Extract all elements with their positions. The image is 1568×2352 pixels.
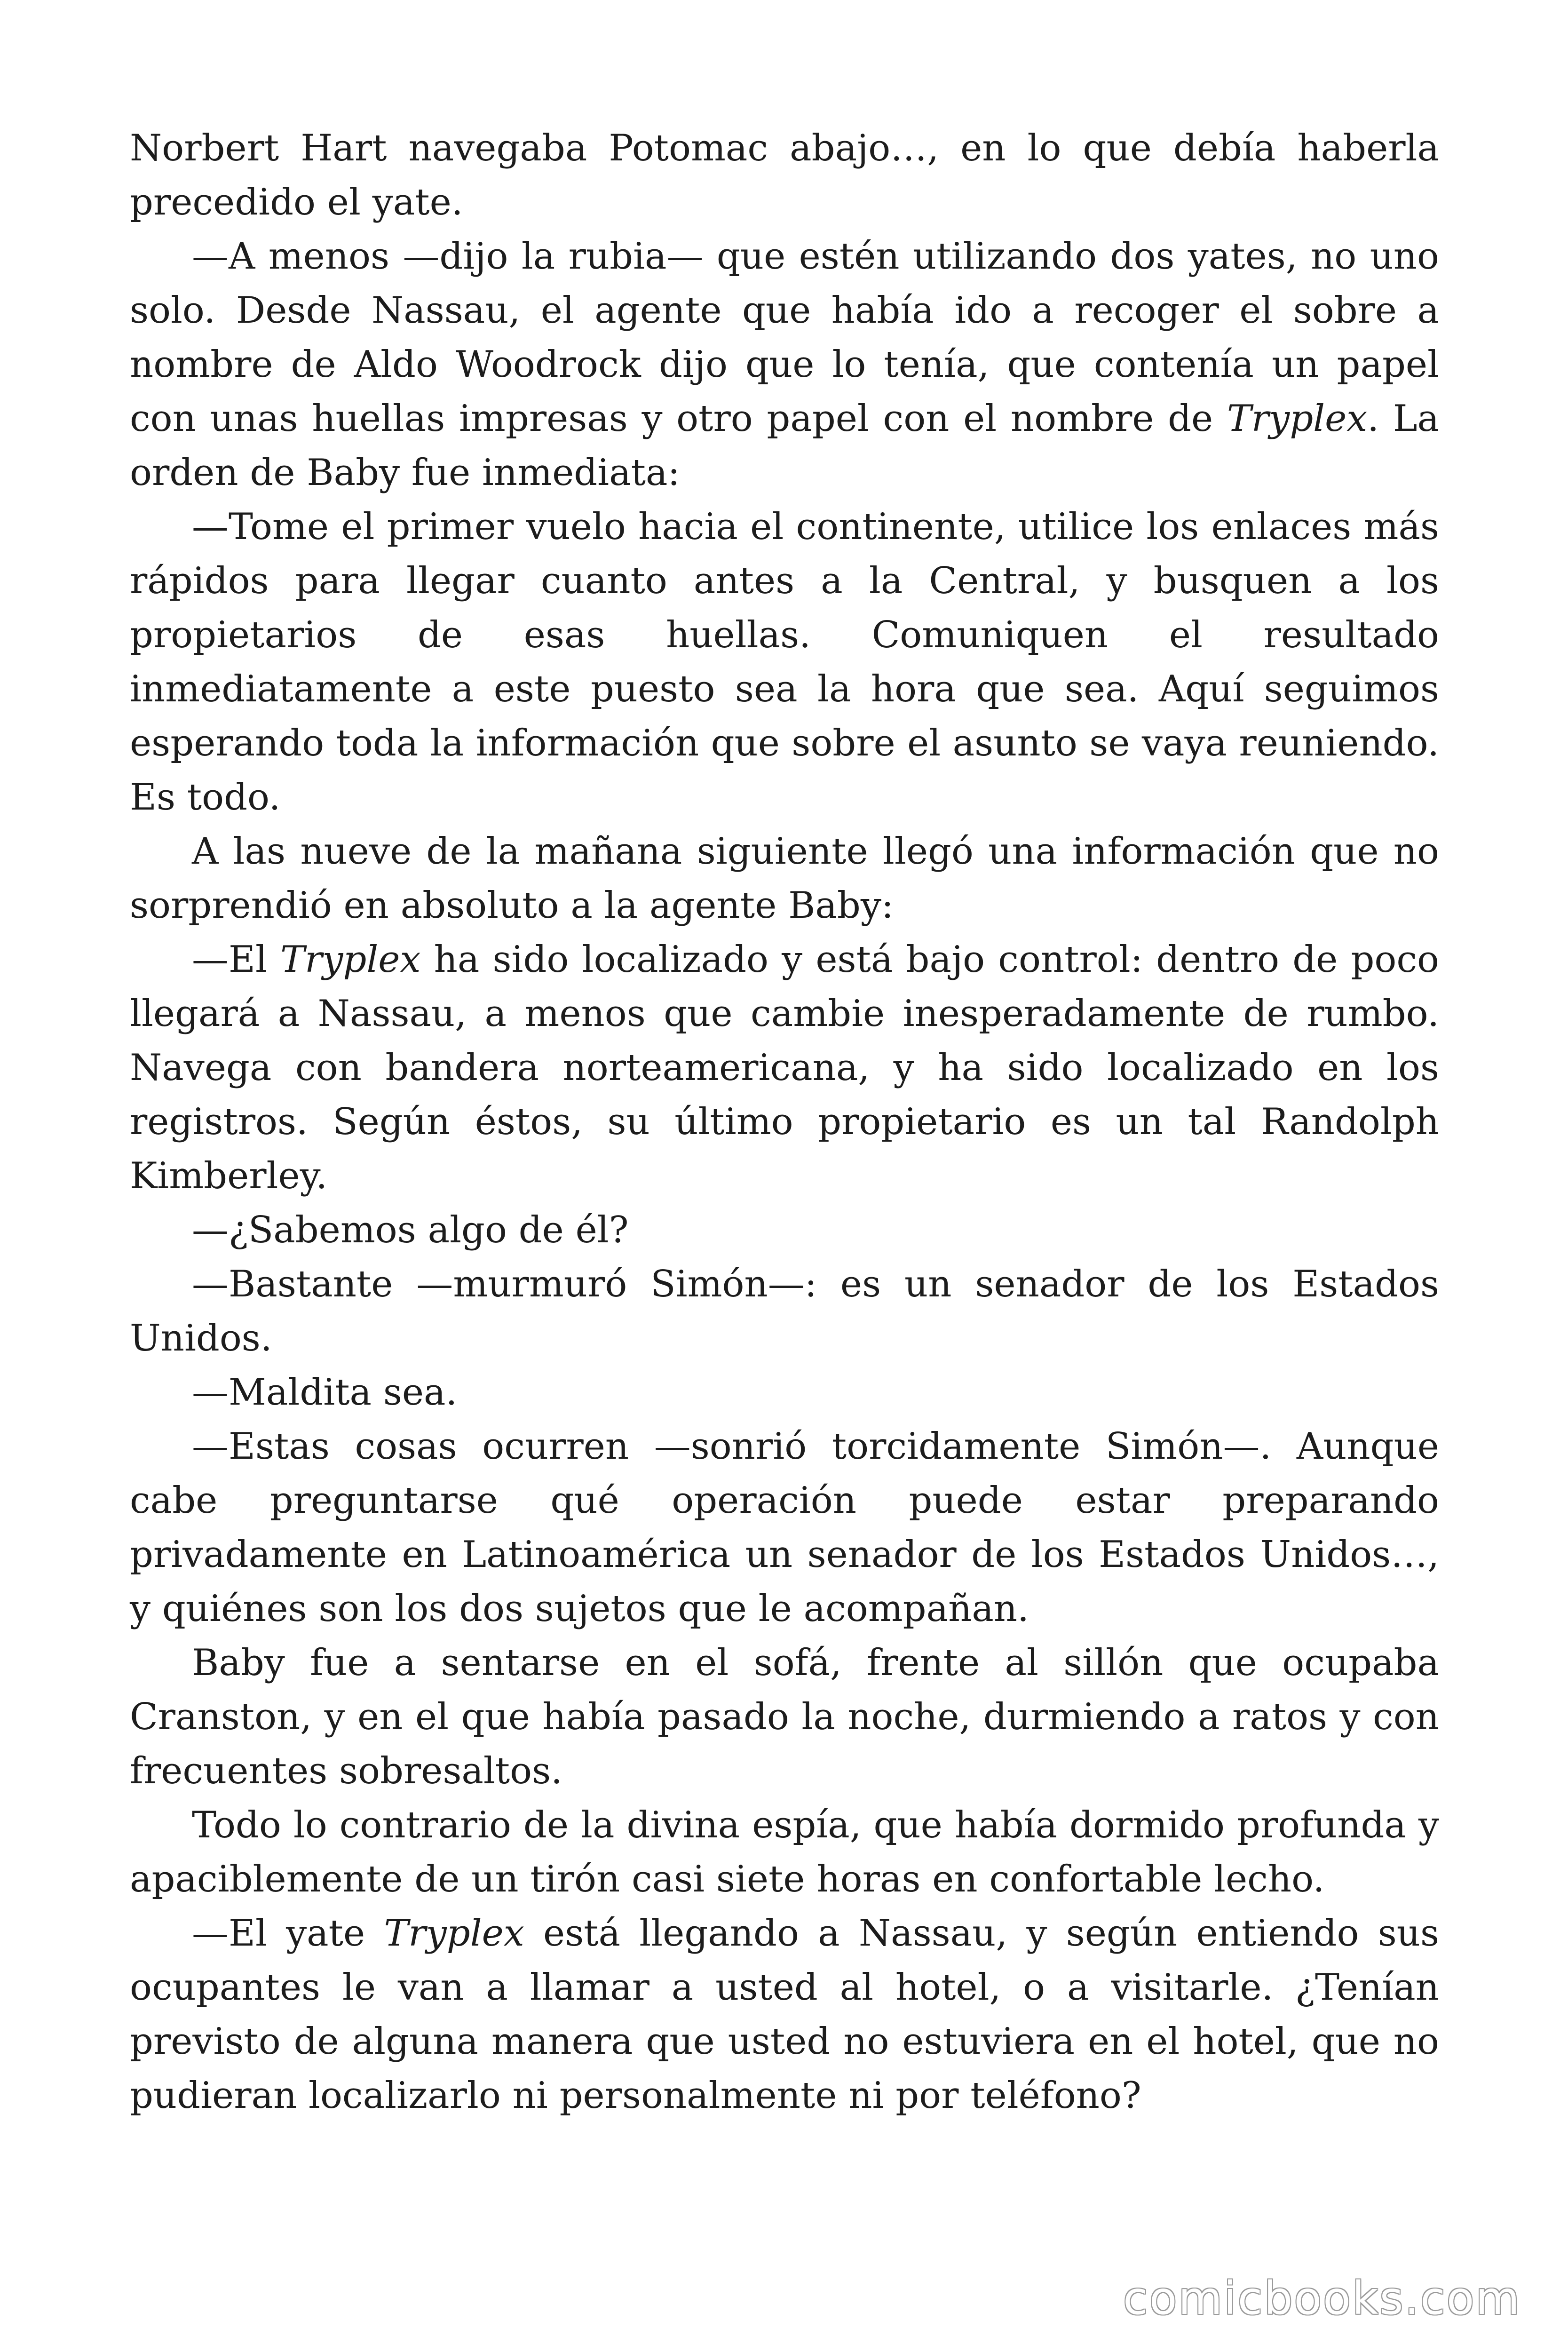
paragraph: [130, 500, 1439, 825]
text-run: —A menos —dijo la rubia— que estén utilizando dos yates, no uno solo. Desde Nassau, el agente que había ido a recoger el sobre a nombre de Aldo Woodrock dijo que lo tenía, que contenía un papel con unas huellas impresas y otro papel con el nombre de: [130, 235, 1439, 440]
text-run: —El: [192, 938, 281, 981]
text-run: —¿Sabemos algo de él?: [192, 1209, 629, 1251]
paragraph: [130, 1907, 1439, 2123]
text-run: —Maldita sea.: [192, 1371, 458, 1414]
text-run: —El yate: [192, 1912, 384, 1955]
text-run: A las nueve de la mañana siguiente llegó una información que no sorprendió en absoluto a la agente Baby:: [130, 830, 1439, 927]
text-run: Norbert Hart navegaba Potomac abajo…, en lo que debía haberla precedido el yate.: [130, 127, 1439, 223]
text-run: Todo lo contrario de la divina espía, que había dormido profunda y apaciblemente de un tirón casi siete horas en confortable lecho.: [130, 1804, 1439, 1900]
paragraph: [130, 121, 1439, 230]
italic-text: Tryplex: [280, 938, 421, 981]
paragraph: [130, 1420, 1439, 1636]
text-run: —Bastante —murmuró Simón—: es un senador de los Estados Unidos.: [130, 1263, 1439, 1359]
italic-text: Tryplex: [1227, 397, 1368, 440]
paragraph: [130, 1366, 1439, 1420]
paragraph: [130, 1798, 1439, 1907]
watermark: comicbooks.com: [1123, 2272, 1521, 2325]
text-run: ha sido localizado y está bajo control: dentro de poco llegará a Nassau, a menos que cambie inesperadamente de rumbo. Navega con bandera norteamericana, y ha sido localizado en los registros. Según éstos, su último propietario es un tal Randolph Kimberley.: [130, 938, 1439, 1197]
text-run: —Tome el primer vuelo hacia el continente, utilice los enlaces más rápidos para llegar cuanto antes a la Central, y busquen a los propietarios de esas huellas. Comuniquen el resultado inmediatamente a este puesto sea la hora que sea. Aquí seguimos esperando toda la información que sobre el asunto se vaya reuniendo. Es todo.: [130, 506, 1439, 818]
text-run: Baby fue a sentarse en el sofá, frente al sillón que ocupaba Cranston, y en el que había pasado la noche, durmiendo a ratos y con frecuentes sobresaltos.: [130, 1642, 1439, 1792]
paragraph: [130, 1203, 1439, 1257]
paragraph: [130, 933, 1439, 1203]
paragraph: [130, 825, 1439, 933]
paragraph: [130, 1636, 1439, 1798]
text-run: . La orden de Baby fue inmediata:: [130, 397, 1439, 494]
paragraph: [130, 1257, 1439, 1366]
italic-text: Tryplex: [384, 1912, 524, 1955]
page-body: [130, 121, 1439, 2123]
text-run: está llegando a Nassau, y según entiendo sus ocupantes le van a llamar a usted al hotel, o a visitarle. ¿Tenían previsto de alguna manera que usted no estuviera en el hotel, que no pudieran localizarlo ni personalmente ni por teléfono?: [130, 1912, 1440, 2117]
paragraph: [130, 230, 1439, 500]
text-run: —Estas cosas ocurren —sonrió torcidamente Simón—. Aunque cabe preguntarse qué operación puede estar preparando privadamente en Latinoamérica un senador de los Estados Unidos…, y quiénes son los dos sujetos que le acompañan.: [130, 1425, 1439, 1630]
